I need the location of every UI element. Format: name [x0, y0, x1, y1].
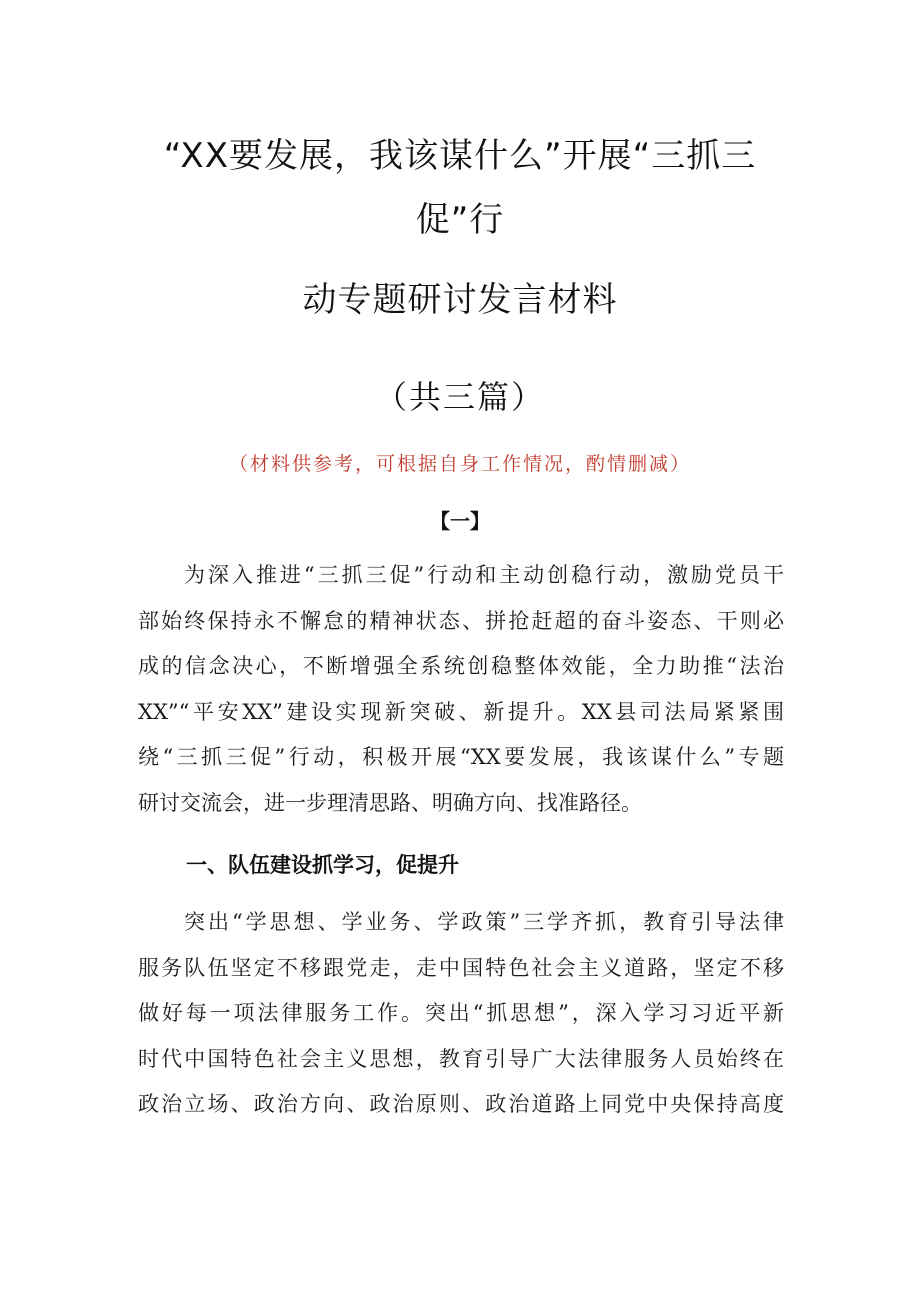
title-line-1: “XX要发展，我该谋什么”开展“三抓三	[163, 136, 757, 176]
paragraph-line: 做好每一项法律服务工作。突出“抓思想”，深入学习习近平新	[138, 1001, 784, 1025]
paragraph-line: 时代中国特色社会主义思想，教育引导广大法律服务人员始终在	[138, 1046, 784, 1071]
paragraph-line: 绕“三抓三促”行动，积极开展“XX要发展，我该谋什么”专题	[138, 745, 784, 769]
title-line-3: 动专题研讨发言材料	[302, 280, 618, 320]
paragraph-line: 部始终保持永不懈怠的精神状态、拼抢赶超的奋斗姿态、干则必	[138, 608, 784, 633]
paragraph-intro	[138, 553, 784, 826]
section-marker: 【一】	[430, 509, 490, 533]
paragraph-line: XX”“平安XX”建设实现新突破、新提升。XX县司法局紧紧围	[138, 699, 784, 724]
paragraph-line: 为深入推进“三抓三促”行动和主动创稳行动，激励党员干	[184, 563, 784, 587]
paragraph-line: 突出“学思想、学业务、学政策”三学齐抓，教育引导法律	[184, 910, 784, 934]
reference-note: （材料供参考，可根据自身工作情况，酌情删减）	[228, 453, 691, 475]
title-line-2: 促”行	[415, 200, 505, 240]
paragraph-line: 研讨交流会，进一步理清思路、明确方向、找准路径。	[138, 790, 642, 815]
paragraph-team-building	[138, 900, 784, 1128]
paragraph-line: 政治立场、政治方向、政治原则、政治道路上同党中央保持高度	[138, 1092, 784, 1116]
paragraph-line: 服务队伍坚定不移跟党走，走中国特色社会主义道路，坚定不移	[138, 955, 784, 980]
paragraph-line: 成的信念决心，不断增强全系统创稳整体效能，全力助推“法治	[138, 654, 784, 678]
section-heading-1: 一、队伍建设抓学习，促提升	[186, 853, 459, 877]
subtitle: （共三篇）	[374, 378, 545, 416]
